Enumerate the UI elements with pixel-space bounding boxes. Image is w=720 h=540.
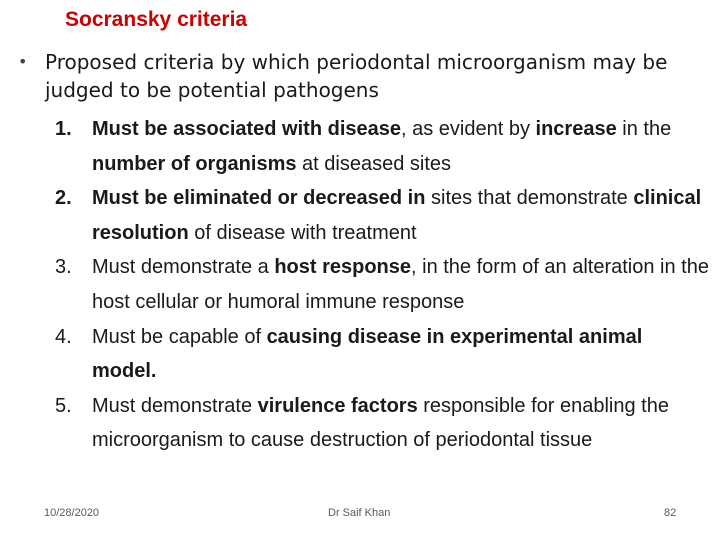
criteria-number: 3. — [55, 256, 72, 279]
criteria-text: sites that demonstrate — [425, 187, 634, 210]
bullet-icon: • — [18, 52, 28, 71]
criteria-text-bold: Must be eliminated or decreased in — [92, 187, 426, 210]
criteria-text: Must be capable of — [92, 325, 267, 348]
criteria-text: , as evident by — [401, 118, 536, 140]
criteria-number: 5. — [55, 394, 72, 417]
criteria-text: Must demonstrate a — [92, 256, 275, 279]
criteria-item — [40, 250, 712, 319]
criteria-number: 4. — [55, 325, 72, 348]
criteria-item — [40, 320, 712, 389]
criteria-text-bold: number of organisms — [92, 152, 297, 175]
criteria-text: Must demonstrate — [92, 394, 258, 417]
criteria-number: 2. — [55, 187, 72, 210]
criteria-text: responsible for enabling the microorganism to cause destruction of periodontal tissue — [92, 394, 669, 452]
criteria-item — [40, 389, 712, 458]
criteria-text-bold: increase — [535, 118, 617, 140]
criteria-list — [40, 112, 712, 458]
criteria-text-bold: host response — [274, 256, 412, 279]
footer-page-number: 82 — [664, 507, 677, 519]
criteria-text: of disease with treatment — [188, 221, 417, 244]
intro-text: Proposed criteria by which periodontal microorganism may be judged to be potential pathogens — [45, 50, 668, 102]
criteria-item — [40, 112, 712, 181]
criteria-number: 1. — [55, 118, 72, 140]
slide-title: Socransky criteria — [65, 8, 248, 31]
intro-bullet-point — [18, 48, 708, 104]
criteria-text: in the — [616, 118, 672, 140]
criteria-item — [40, 181, 712, 250]
criteria-text: at diseased sites — [296, 152, 452, 175]
footer-author: Dr Saif Khan — [328, 507, 391, 519]
criteria-text-bold: causing disease in experimental animal model. — [92, 325, 643, 383]
criteria-text-bold: virulence factors — [257, 394, 418, 417]
criteria-text-bold: Must be associated with disease — [92, 118, 401, 140]
criteria-text: , in the form of an alteration in the host cellular or humoral immune response — [92, 256, 709, 313]
criteria-text-bold: clinical resolution — [92, 187, 702, 244]
footer-date: 10/28/2020 — [44, 507, 100, 519]
